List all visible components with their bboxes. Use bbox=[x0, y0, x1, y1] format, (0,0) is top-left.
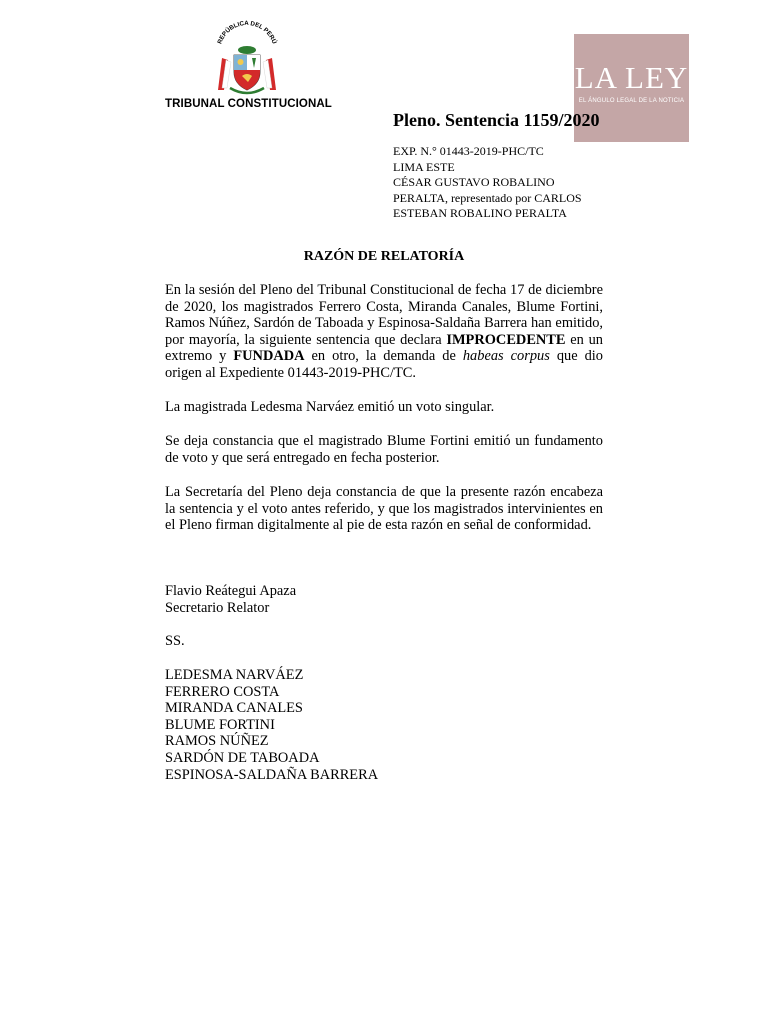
case-info-line: ESTEBAN ROBALINO PERALTA bbox=[393, 206, 567, 221]
judge-name: FERRERO COSTA bbox=[165, 683, 280, 700]
judges-list bbox=[165, 667, 378, 783]
section-heading: RAZÓN DE RELATORÍA bbox=[303, 249, 465, 264]
judge-name: RAMOS NÚÑEZ bbox=[165, 733, 269, 750]
ss-label: SS. bbox=[165, 633, 185, 649]
crest-text: REPÚBLICA DEL PERÚ bbox=[216, 20, 278, 45]
la-ley-logo-title: LA LEY bbox=[574, 60, 689, 95]
paragraph-text: que dio origen al Expediente 01443-2019-PHC/TC. bbox=[165, 348, 603, 381]
sentence-title: Pleno. Sentencia 1159/2020 bbox=[393, 110, 600, 130]
judge-name: SARDÓN DE TABOADA bbox=[165, 749, 320, 766]
judge-name: LEDESMA NARVÁEZ bbox=[165, 667, 304, 683]
judge-name: ESPINOSA-SALDAÑA BARRERA bbox=[165, 766, 379, 783]
peru-coat-of-arms-icon bbox=[212, 20, 282, 98]
paragraph-text: En la sesión del Pleno del Tribunal Constitucional de fecha 17 de diciembre de 2020, los magistrados Ferrero Costa, Miranda Canales, Blume Fortini, Ramos Núñez, Sardón de Taboada y Espinosa-Saldaña Barrera han emitido, por mayoría, la siguiente sentencia que declara bbox=[165, 282, 603, 348]
case-info-line: CÉSAR GUSTAVO ROBALINO bbox=[393, 175, 555, 190]
judge-name: BLUME FORTINI bbox=[165, 716, 275, 733]
case-info-line: EXP. N.° 01443-2019-PHC/TC bbox=[393, 144, 544, 158]
paragraph-session bbox=[165, 282, 603, 382]
institution-name: TRIBUNAL CONSTITUCIONAL bbox=[165, 98, 332, 110]
ruling-fundada: FUNDADA bbox=[233, 348, 305, 365]
case-info-line: LIMA ESTE bbox=[393, 159, 455, 174]
signer-name: Flavio Reátegui Apaza bbox=[165, 583, 297, 599]
svg-text:REPÚBLICA DEL PERÚ bbox=[216, 20, 277, 45]
ruling-improcedente: IMPROCEDENTE bbox=[446, 331, 566, 348]
case-info bbox=[393, 144, 623, 222]
paragraph-secretaria: La Secretaría del Pleno deja constancia de que la presente razón encabeza la sentencia y el voto antes referido, y que los magistrados intervinientes en el Pleno firman digitalmente al pie de esta razón en señal de conformidad. bbox=[165, 484, 603, 534]
habeas-corpus-term: habeas corpus bbox=[462, 348, 550, 365]
judge-name: MIRANDA CANALES bbox=[165, 700, 303, 717]
signer-role: Secretario Relator bbox=[165, 599, 270, 616]
paragraph-vote: La magistrada Ledesma Narváez emitió un voto singular. bbox=[165, 399, 495, 415]
case-info-line: PERALTA, representado por CARLOS bbox=[393, 190, 582, 205]
signature-block bbox=[165, 583, 296, 616]
la-ley-logo-tagline: EL ÁNGULO LEGAL DE LA NOTICIA bbox=[578, 98, 685, 104]
paragraph-fundamento: Se deja constancia que el magistrado Blume Fortini emitió un fundamento de voto y que será entregado en fecha posterior. bbox=[165, 433, 603, 466]
paragraph-text: en otro, la demanda de bbox=[304, 348, 463, 365]
paragraph-text: en un extremo y bbox=[165, 331, 603, 365]
